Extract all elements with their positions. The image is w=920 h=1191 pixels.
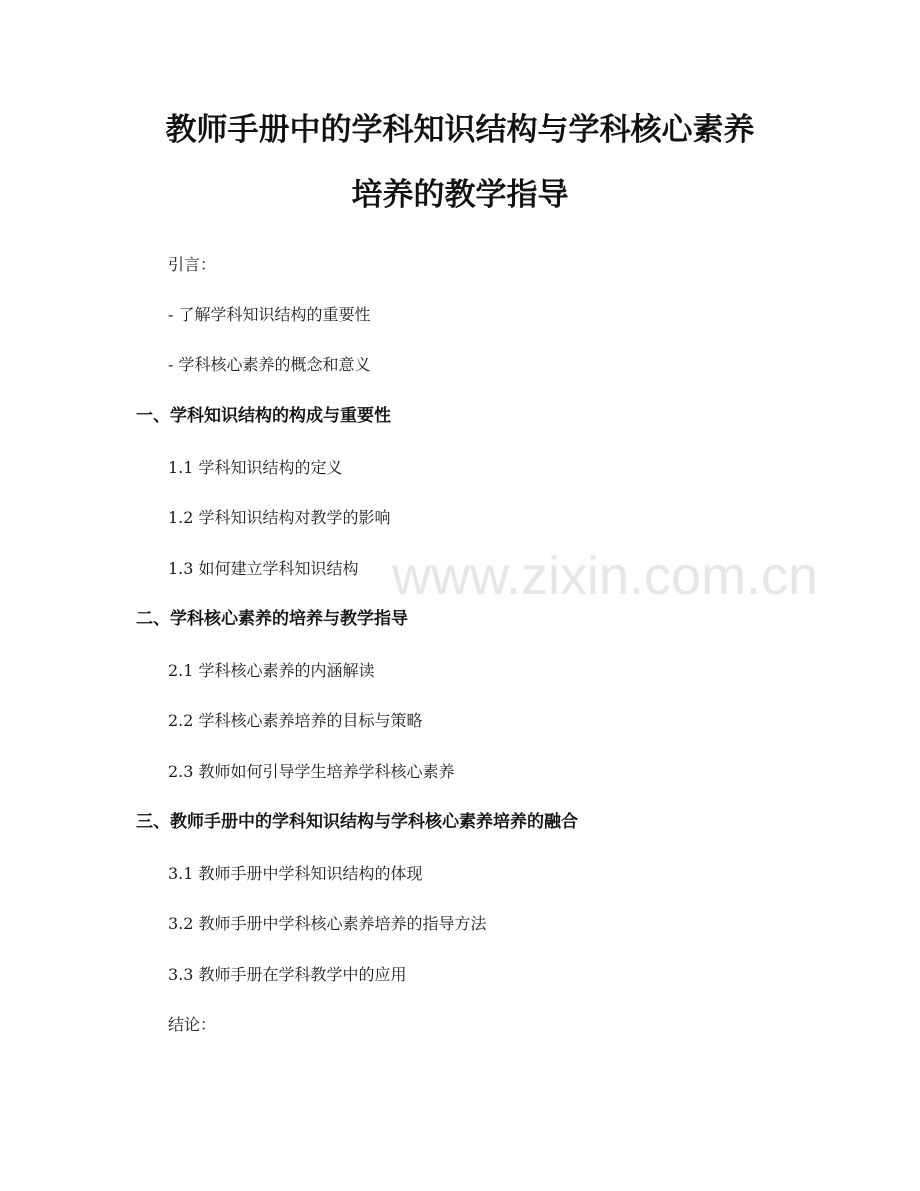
watermark: www.zixin.com.cn [392, 546, 819, 606]
section-item: 2.2 学科核心素养培养的目标与策略 [168, 711, 423, 730]
section-item: 1.2 学科知识结构对教学的影响 [168, 508, 391, 527]
intro-item: - 了解学科知识结构的重要性 [168, 305, 371, 324]
section-item: 3.2 教师手册中学科核心素养培养的指导方法 [168, 914, 487, 933]
conclusion-label: 结论： [168, 1015, 217, 1034]
section-heading-3: 三、教师手册中的学科知识结构与学科核心素养培养的融合 [136, 812, 578, 832]
document-title-line-1: 教师手册中的学科知识结构与学科核心素养 [165, 112, 755, 148]
section-item: 3.3 教师手册在学科教学中的应用 [168, 965, 407, 984]
section-heading-1: 一、学科知识结构的构成与重要性 [136, 406, 391, 426]
section-heading-2: 二、学科核心素养的培养与教学指导 [136, 609, 408, 629]
section-item: 1.3 如何建立学科知识结构 [168, 559, 359, 578]
section-item: 3.1 教师手册中学科知识结构的体现 [168, 864, 423, 883]
section-item: 1.1 学科知识结构的定义 [168, 458, 343, 477]
intro-label: 引言： [168, 255, 217, 274]
section-item: 2.3 教师如何引导学生培养学科核心素养 [168, 762, 455, 781]
intro-item: - 学科核心素养的概念和意义 [168, 355, 371, 374]
document-title-line-2: 培养的教学指导 [351, 177, 569, 213]
section-item: 2.1 学科核心素养的内涵解读 [168, 661, 375, 680]
